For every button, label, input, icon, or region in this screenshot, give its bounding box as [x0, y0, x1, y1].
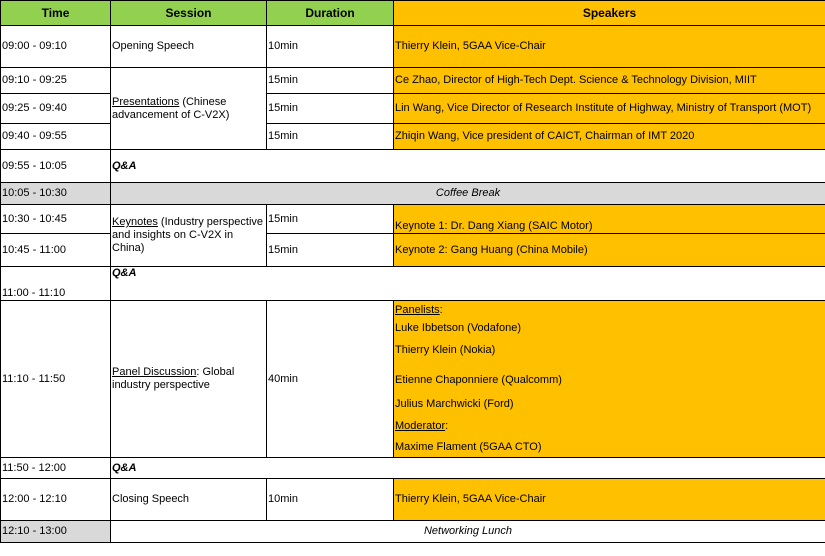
header-duration: Duration [267, 1, 394, 26]
time-cell: 09:00 - 09:10 [1, 26, 111, 68]
table-row [1, 205, 825, 234]
duration-cell: 15min [267, 124, 394, 150]
speaker-cell: Lin Wang, Vice Director of Research Institute of Highway, Ministry of Transport (MOT) [394, 94, 825, 124]
duration-cell: 10min [267, 479, 394, 521]
session-title: Panel Discussion [112, 366, 197, 378]
time-cell: 12:10 - 13:00 [1, 521, 111, 543]
session-description: : Global industry perspective [112, 366, 235, 391]
break-row [1, 183, 825, 205]
qa-cell: Q&A [111, 267, 825, 301]
panelists-heading: Panelists: [395, 304, 443, 316]
speaker-cell: Ce Zhao, Director of High-Tech Dept. Science & Technology Division, MIIT [394, 68, 825, 94]
duration-cell: 15min [267, 234, 394, 267]
panelist: Etienne Chaponniere (Qualcomm) [395, 374, 562, 386]
panelist: Luke Ibbetson (Vodafone) [395, 322, 521, 334]
moderator-heading: Moderator: [395, 420, 449, 432]
time-cell: 09:55 - 10:05 [1, 150, 111, 183]
time-cell: 11:00 - 11:10 [1, 267, 111, 301]
time-cell: 10:45 - 11:00 [1, 234, 111, 267]
session-cell: Opening Speech [111, 26, 267, 68]
table-row [1, 267, 825, 301]
session-cell [111, 68, 267, 150]
table-row [1, 458, 825, 479]
panelist: Julius Marchwicki (Ford) [395, 398, 514, 410]
header-time: Time [1, 1, 111, 26]
header-row [1, 1, 825, 26]
table-row [1, 301, 825, 458]
moderator: Maxime Flament (5GAA CTO) [395, 441, 542, 453]
session-cell [111, 301, 267, 458]
speaker-cell: Keynote 1: Dr. Dang Xiang (SAIC Motor) [394, 205, 825, 234]
table-row [1, 150, 825, 183]
duration-cell: 15min [267, 68, 394, 94]
time-cell: 09:25 - 09:40 [1, 94, 111, 124]
session-description: (Industry perspective and insights on C-V2X in China) [112, 216, 264, 254]
panel-speakers-cell [394, 301, 825, 458]
speaker-cell: Thierry Klein, 5GAA Vice-Chair [394, 479, 825, 521]
session-title: Keynotes [112, 216, 158, 228]
speaker-cell: Zhiqin Wang, Vice president of CAICT, Chairman of IMT 2020 [394, 124, 825, 150]
time-cell: 09:40 - 09:55 [1, 124, 111, 150]
qa-cell: Q&A [111, 150, 825, 183]
header-speakers: Speakers [394, 1, 825, 26]
speaker-cell: Keynote 2: Gang Huang (China Mobile) [394, 234, 825, 267]
duration-cell: 15min [267, 94, 394, 124]
header-session: Session [111, 1, 267, 26]
time-cell: 10:05 - 10:30 [1, 183, 111, 205]
time-cell: 12:00 - 12:10 [1, 479, 111, 521]
break-row [1, 521, 825, 543]
panelist: Thierry Klein (Nokia) [395, 344, 496, 356]
speaker-cell: Thierry Klein, 5GAA Vice-Chair [394, 26, 825, 68]
table-row [1, 68, 825, 94]
duration-cell: 40min [267, 301, 394, 458]
duration-cell: 10min [267, 26, 394, 68]
lunch-cell: Networking Lunch [111, 521, 825, 543]
duration-cell: 15min [267, 205, 394, 234]
table-row [1, 26, 825, 68]
session-cell: Closing Speech [111, 479, 267, 521]
coffee-break-cell: Coffee Break [111, 183, 825, 205]
time-cell: 10:30 - 10:45 [1, 205, 111, 234]
table-row [1, 479, 825, 521]
session-title: Presentations [112, 95, 180, 108]
session-cell [111, 205, 267, 267]
time-cell: 09:10 - 09:25 [1, 68, 111, 94]
session-description: (Chinese advancement of C-V2X) [112, 95, 230, 121]
time-cell: 11:10 - 11:50 [1, 301, 111, 458]
time-cell: 11:50 - 12:00 [1, 458, 111, 479]
qa-cell: Q&A [111, 458, 825, 479]
